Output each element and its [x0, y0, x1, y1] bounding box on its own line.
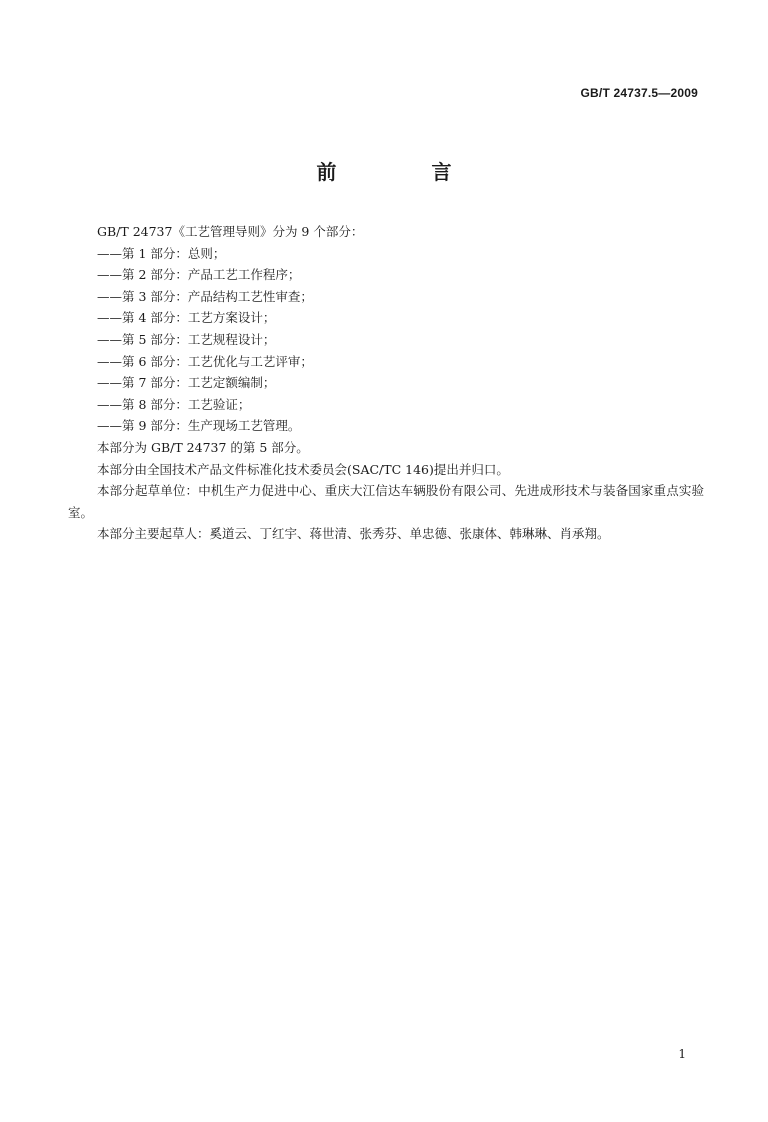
drafting-units-statement: 本部分起草单位：中机生产力促进中心、重庆大江信达车辆股份有限公司、先进成形技术与装备国家重点实验室。 — [68, 483, 704, 520]
foreword-body — [68, 221, 704, 545]
intro-line: GB/T 24737《工艺管理导则》分为 9 个部分： — [97, 224, 364, 239]
list-item: ——第 5 部分：工艺规程设计； — [97, 331, 276, 347]
list-item: ——第 6 部分：工艺优化与工艺评审； — [97, 353, 313, 369]
list-item: ——第 7 部分：工艺定额编制； — [97, 375, 276, 391]
part-statement: 本部分为 GB/T 24737 的第 5 部分。 — [97, 439, 309, 455]
list-item: ——第 8 部分：工艺验证； — [97, 396, 251, 412]
parts-list — [68, 243, 704, 437]
list-item: ——第 4 部分：工艺方案设计； — [97, 310, 276, 326]
page-number: 1 — [678, 1047, 686, 1061]
list-item: ——第 9 部分：生产现场工艺管理。 — [97, 418, 301, 434]
drafters-statement: 本部分主要起草人：奚道云、丁红宇、蒋世清、张秀芬、单忠德、张康体、韩琳琳、肖承翔。 — [97, 526, 610, 542]
proposed-by-statement: 本部分由全国技术产品文件标准化技术委员会(SAC/TC 146)提出并归口。 — [97, 461, 509, 477]
standard-number: GB/T 24737.5—2009 — [580, 86, 698, 100]
list-item: ——第 2 部分：产品工艺工作程序； — [97, 267, 301, 283]
page-title: 前 言 — [316, 160, 496, 184]
list-item: ——第 3 部分：产品结构工艺性审查； — [97, 288, 313, 304]
list-item: ——第 1 部分：总则； — [97, 245, 226, 261]
